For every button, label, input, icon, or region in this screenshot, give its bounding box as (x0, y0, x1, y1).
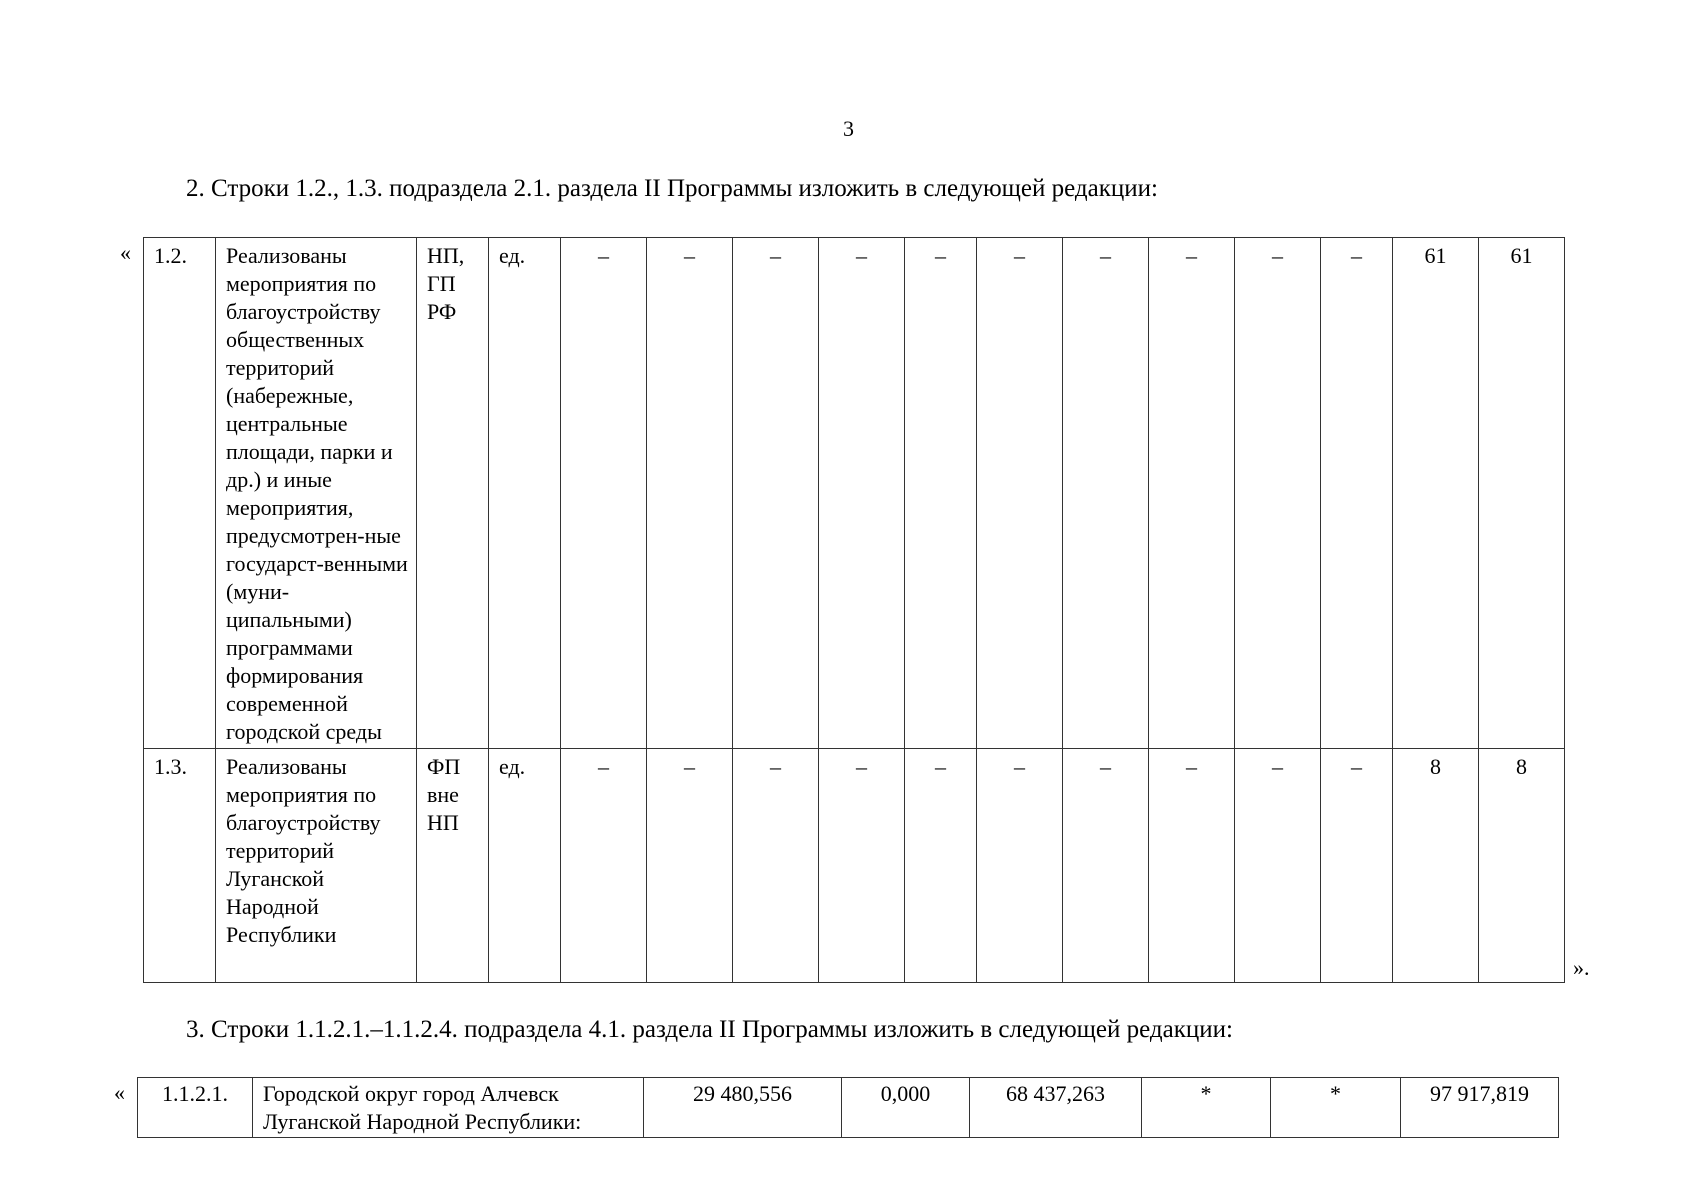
value-cell: – (1149, 238, 1235, 749)
opening-quote: « (120, 240, 131, 265)
value-cell: – (905, 749, 977, 983)
value-cell: – (647, 238, 733, 749)
value-cell: – (1063, 749, 1149, 983)
value-cell: 97 917,819 (1401, 1078, 1559, 1138)
value-cell: – (1149, 749, 1235, 983)
value-cell: – (819, 749, 905, 983)
value-cell: 29 480,556 (644, 1078, 842, 1138)
value-cell: – (733, 238, 819, 749)
value-cell: * (1271, 1078, 1401, 1138)
value-cell: – (977, 238, 1063, 749)
value-cell: – (1321, 238, 1393, 749)
row-unit: ед. (489, 749, 561, 983)
value-cell: – (1321, 749, 1393, 983)
value-cell: – (733, 749, 819, 983)
value-cell: – (1063, 238, 1149, 749)
table-row (144, 749, 1565, 983)
row-source: ФП вне НП (417, 749, 489, 983)
value-cell: – (1235, 238, 1321, 749)
value-cell: 68 437,263 (970, 1078, 1142, 1138)
value-cell: 0,000 (842, 1078, 970, 1138)
row-source: НП, ГП РФ (417, 238, 489, 749)
table-row (144, 238, 1565, 749)
value-cell: 8 (1393, 749, 1479, 983)
indicators-table (143, 237, 1565, 983)
row-name: Реализованы мероприятия по благоустройству территорий Луганской Народной Республики (216, 749, 417, 983)
opening-quote: « (114, 1080, 125, 1105)
paragraph-3: 3. Строки 1.1.2.1.–1.1.2.4. подраздела 4.1. раздела II Программы изложить в следующей редакции: (186, 1016, 1233, 1043)
value-cell: – (977, 749, 1063, 983)
value-cell: – (905, 238, 977, 749)
row-name: Городской округ город Алчевск Луганской Народной Республики: (253, 1078, 644, 1138)
value-cell: 8 (1479, 749, 1565, 983)
row-unit: ед. (489, 238, 561, 749)
closing-quote: ». (1573, 955, 1590, 980)
page-number: 3 (843, 116, 854, 141)
value-cell: – (647, 749, 733, 983)
row-number: 1.3. (144, 749, 216, 983)
value-cell: – (561, 238, 647, 749)
value-cell: 61 (1393, 238, 1479, 749)
row-name: Реализованы мероприятия по благоустройству общественных территорий (набережные, центральные площади, парки и др.) и иные мероприятия, предусмотрен-ные государст-венными (муни-ципальными) программами формирования современной городской среды (216, 238, 417, 749)
row-number: 1.1.2.1. (138, 1078, 253, 1138)
value-cell: – (819, 238, 905, 749)
funding-table (137, 1077, 1559, 1138)
value-cell: – (561, 749, 647, 983)
row-number: 1.2. (144, 238, 216, 749)
value-cell: 61 (1479, 238, 1565, 749)
value-cell: * (1142, 1078, 1271, 1138)
value-cell: – (1235, 749, 1321, 983)
table-row (138, 1078, 1559, 1138)
paragraph-2: 2. Строки 1.2., 1.3. подраздела 2.1. раздела II Программы изложить в следующей редакции: (186, 175, 1158, 202)
